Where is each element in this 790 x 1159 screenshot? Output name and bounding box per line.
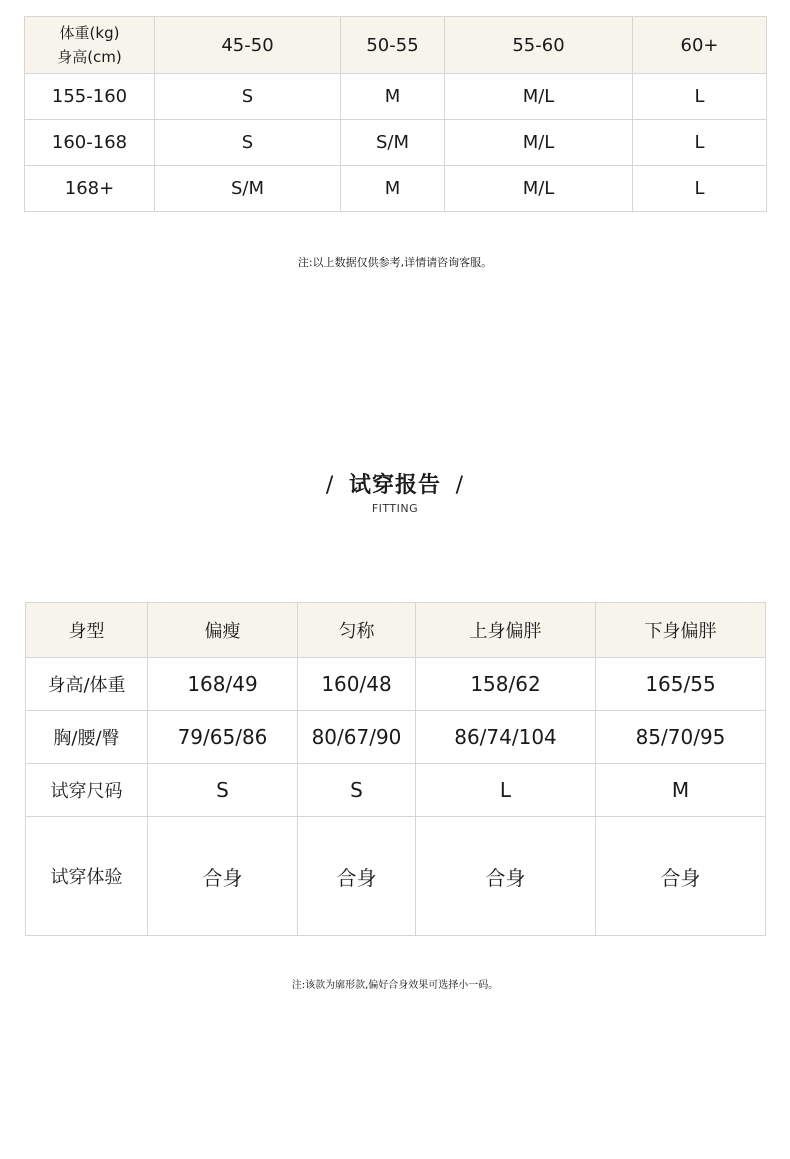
size-cell: S/M [341,120,445,166]
title-slash-right: / [455,473,465,498]
weight-range-header: 50-55 [341,17,445,74]
size-cell: S [155,74,341,120]
fitting-cell: S [148,764,298,817]
size-cell: L [633,120,767,166]
fitting-subtitle: FITTING [371,502,419,515]
fitting-cell: 158/62 [416,658,596,711]
fitting-title-text: 试穿报告 [348,473,441,498]
fitting-row [26,817,766,936]
fitting-row [26,711,766,764]
size-cell: M [341,74,445,120]
title-slash-left: / [325,473,335,498]
fitting-row-label: 胸/腰/臀 [26,711,148,764]
size-chart-note: 注:以上数据仅供参考,详情请咨询客服。 [297,256,493,269]
fitting-cell: 165/55 [596,658,766,711]
fitting-row-label: 试穿尺码 [26,764,148,817]
height-range-cell: 168+ [25,166,155,212]
fitting-cell: 85/70/95 [596,711,766,764]
fitting-cell: 80/67/90 [298,711,416,764]
fitting-header-row [26,603,766,658]
fitting-cell: S [298,764,416,817]
fitting-header-cell: 身型 [26,603,148,658]
fitting-cell: 合身 [416,817,596,936]
weight-range-header: 45-50 [155,17,341,74]
size-cell: S/M [155,166,341,212]
fitting-cell: 79/65/86 [148,711,298,764]
weight-range-header: 60+ [633,17,767,74]
size-cell: L [633,74,767,120]
fitting-cell: 合身 [148,817,298,936]
fitting-cell: 合身 [596,817,766,936]
fitting-note: 注:该款为廓形款,偏好合身效果可选择小一码。 [291,980,499,991]
fitting-cell: 86/74/104 [416,711,596,764]
fitting-header-cell: 偏瘦 [148,603,298,658]
size-cell: S [155,120,341,166]
fitting-cell: L [416,764,596,817]
weight-range-header: 55-60 [445,17,633,74]
fitting-header-cell: 匀称 [298,603,416,658]
size-cell: M [341,166,445,212]
size-chart-header-row [25,17,767,74]
fitting-header-cell: 下身偏胖 [596,603,766,658]
fitting-row-label: 身高/体重 [26,658,148,711]
fitting-cell: 合身 [298,817,416,936]
size-chart-row [25,74,767,120]
fitting-cell: 168/49 [148,658,298,711]
fitting-cell: 160/48 [298,658,416,711]
fitting-section-title [0,468,790,499]
size-chart-table [24,16,767,212]
size-chart-row [25,120,767,166]
fitting-header-cell: 上身偏胖 [416,603,596,658]
size-cell: M/L [445,74,633,120]
fitting-row [26,764,766,817]
size-chart-row [25,166,767,212]
size-cell: M/L [445,120,633,166]
weight-axis-label: 体重(kg) [59,24,120,42]
height-axis-label: 身高(cm) [57,48,122,66]
fitting-cell: M [596,764,766,817]
height-range-cell: 160-168 [25,120,155,166]
size-chart-corner-cell [25,17,155,74]
fitting-row [26,658,766,711]
fitting-row-label: 试穿体验 [26,817,148,936]
fitting-report-table [25,602,766,936]
size-cell: L [633,166,767,212]
height-range-cell: 155-160 [25,74,155,120]
size-cell: M/L [445,166,633,212]
